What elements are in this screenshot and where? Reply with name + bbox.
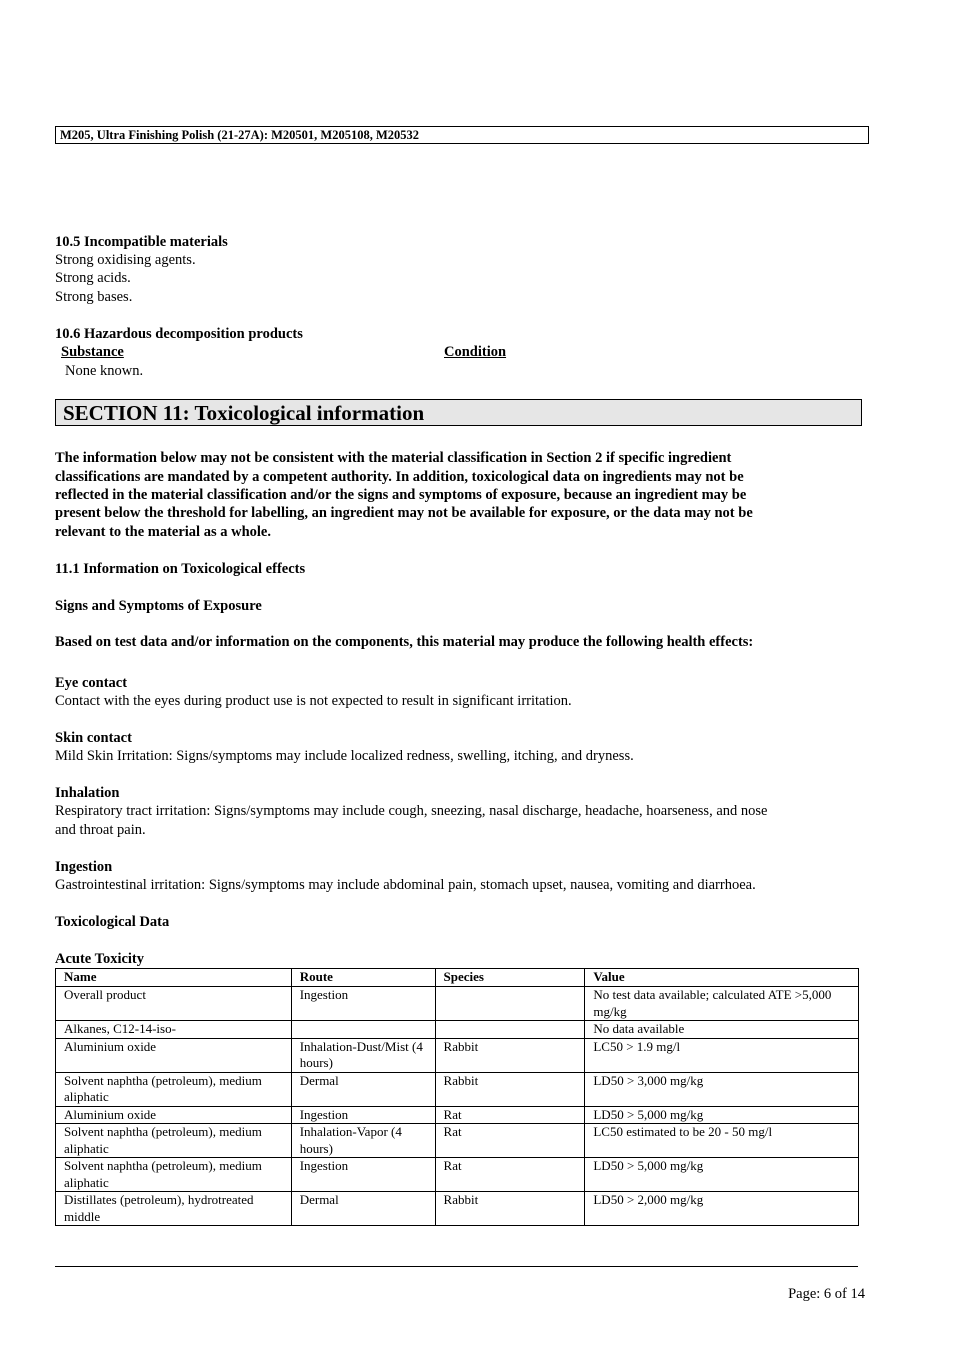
cell-name: Alkanes, C12-14-iso-	[56, 1021, 292, 1039]
toxicological-data-heading: Toxicological Data	[55, 914, 170, 930]
skin-contact-text: Mild Skin Irritation: Signs/symptoms may include localized redness, swelling, itching, and dryness.	[55, 748, 634, 764]
table-row	[56, 1192, 859, 1226]
page-number: Page: 6 of 14	[788, 1286, 865, 1302]
value-column-header: Value	[585, 969, 859, 987]
cell-route	[291, 1021, 435, 1039]
skin-contact-heading: Skin contact	[55, 730, 132, 746]
cell-value: LD50 > 5,000 mg/kg	[585, 1158, 859, 1192]
eye-contact-text: Contact with the eyes during product use is not expected to result in significant irritation.	[55, 693, 572, 709]
cell-value: LC50 > 1.9 mg/l	[585, 1038, 859, 1072]
ingestion-text: Gastrointestinal irritation: Signs/symptoms may include abdominal pain, stomach upset, nausea, vomiting and diarrhoea.	[55, 877, 756, 893]
health-effects-statement: Based on test data and/or information on the components, this material may produce the following health effects:	[55, 634, 754, 650]
ingestion-heading: Ingestion	[55, 859, 113, 875]
incompatible-item: Strong acids.	[55, 270, 131, 286]
cell-value: LC50 estimated to be 20 - 50 mg/l	[585, 1124, 859, 1158]
cell-species	[435, 1021, 585, 1039]
cell-species: Rabbit	[435, 1072, 585, 1106]
footer-divider	[55, 1266, 858, 1267]
cell-name: Solvent naphtha (petroleum), medium aliphatic	[56, 1124, 292, 1158]
cell-value: LD50 > 5,000 mg/kg	[585, 1106, 859, 1124]
intro-line: classifications are mandated by a competent authority. In addition, toxicological data on ingredients may not be	[55, 468, 744, 485]
table-row	[56, 1158, 859, 1192]
table-row	[56, 1038, 859, 1072]
cell-species: Rabbit	[435, 1038, 585, 1072]
table-header-row	[56, 969, 859, 987]
cell-name: Aluminium oxide	[56, 1106, 292, 1124]
intro-line: relevant to the material as a whole.	[55, 523, 271, 540]
section-11-title: SECTION 11: Toxicological information	[55, 399, 862, 426]
cell-route: Ingestion	[291, 1106, 435, 1124]
cell-name: Distillates (petroleum), hydrotreated middle	[56, 1192, 292, 1226]
acute-toxicity-table	[55, 968, 859, 1226]
cell-route: Ingestion	[291, 987, 435, 1021]
cell-route: Inhalation-Vapor (4 hours)	[291, 1124, 435, 1158]
cell-name: Solvent naphtha (petroleum), medium aliphatic	[56, 1072, 292, 1106]
sub-11-1-heading: 11.1 Information on Toxicological effects	[55, 561, 306, 577]
cell-route: Dermal	[291, 1192, 435, 1226]
decomposition-value: None known.	[65, 363, 144, 379]
cell-species: Rat	[435, 1106, 585, 1124]
signs-symptoms-heading: Signs and Symptoms of Exposure	[55, 598, 262, 614]
inhalation-heading: Inhalation	[55, 785, 120, 801]
intro-line: reflected in the material classification and/or the signs and symptoms of exposure, because an ingredient may be	[55, 487, 747, 503]
table-row	[56, 1072, 859, 1106]
inhalation-text: Respiratory tract irritation: Signs/symptoms may include cough, sneezing, nasal discharge, headache, hoarseness, and nose	[55, 803, 768, 819]
substance-column-header: Substance	[61, 344, 124, 360]
condition-column-header: Condition	[444, 344, 507, 360]
intro-line: The information below may not be consistent with the material classification in Section 2 if specific ingredient	[55, 450, 732, 466]
cell-name: Solvent naphtha (petroleum), medium aliphatic	[56, 1158, 292, 1192]
cell-species: Rat	[435, 1124, 585, 1158]
table-row	[56, 1124, 859, 1158]
document-header: M205, Ultra Finishing Polish (21-27A): M20501, M205108, M20532	[55, 126, 869, 144]
cell-route: Inhalation-Dust/Mist (4 hours)	[291, 1038, 435, 1072]
table-row	[56, 1021, 859, 1039]
cell-species	[435, 987, 585, 1021]
cell-name: Overall product	[56, 987, 292, 1021]
incompatible-item: Strong oxidising agents.	[55, 252, 196, 268]
cell-species: Rabbit	[435, 1192, 585, 1226]
species-column-header: Species	[435, 969, 585, 987]
cell-value: No data available	[585, 1021, 859, 1039]
incompatible-item: Strong bases.	[55, 289, 133, 305]
route-column-header: Route	[291, 969, 435, 987]
cell-value: No test data available; calculated ATE >5,000 mg/kg	[585, 987, 859, 1021]
cell-value: LD50 > 3,000 mg/kg	[585, 1072, 859, 1106]
section-10-5-heading: 10.5 Incompatible materials	[55, 234, 228, 250]
table-row	[56, 1106, 859, 1124]
cell-name: Aluminium oxide	[56, 1038, 292, 1072]
acute-toxicity-heading: Acute Toxicity	[55, 951, 145, 967]
cell-route: Dermal	[291, 1072, 435, 1106]
inhalation-text: and throat pain.	[55, 822, 146, 838]
section-10-6-heading: 10.6 Hazardous decomposition products	[55, 326, 303, 342]
intro-line: present below the threshold for labelling, an ingredient may not be available for exposure, or the data may not be	[55, 505, 753, 521]
name-column-header: Name	[56, 969, 292, 987]
cell-value: LD50 > 2,000 mg/kg	[585, 1192, 859, 1226]
eye-contact-heading: Eye contact	[55, 675, 128, 691]
cell-species: Rat	[435, 1158, 585, 1192]
table-row	[56, 987, 859, 1021]
cell-route: Ingestion	[291, 1158, 435, 1192]
